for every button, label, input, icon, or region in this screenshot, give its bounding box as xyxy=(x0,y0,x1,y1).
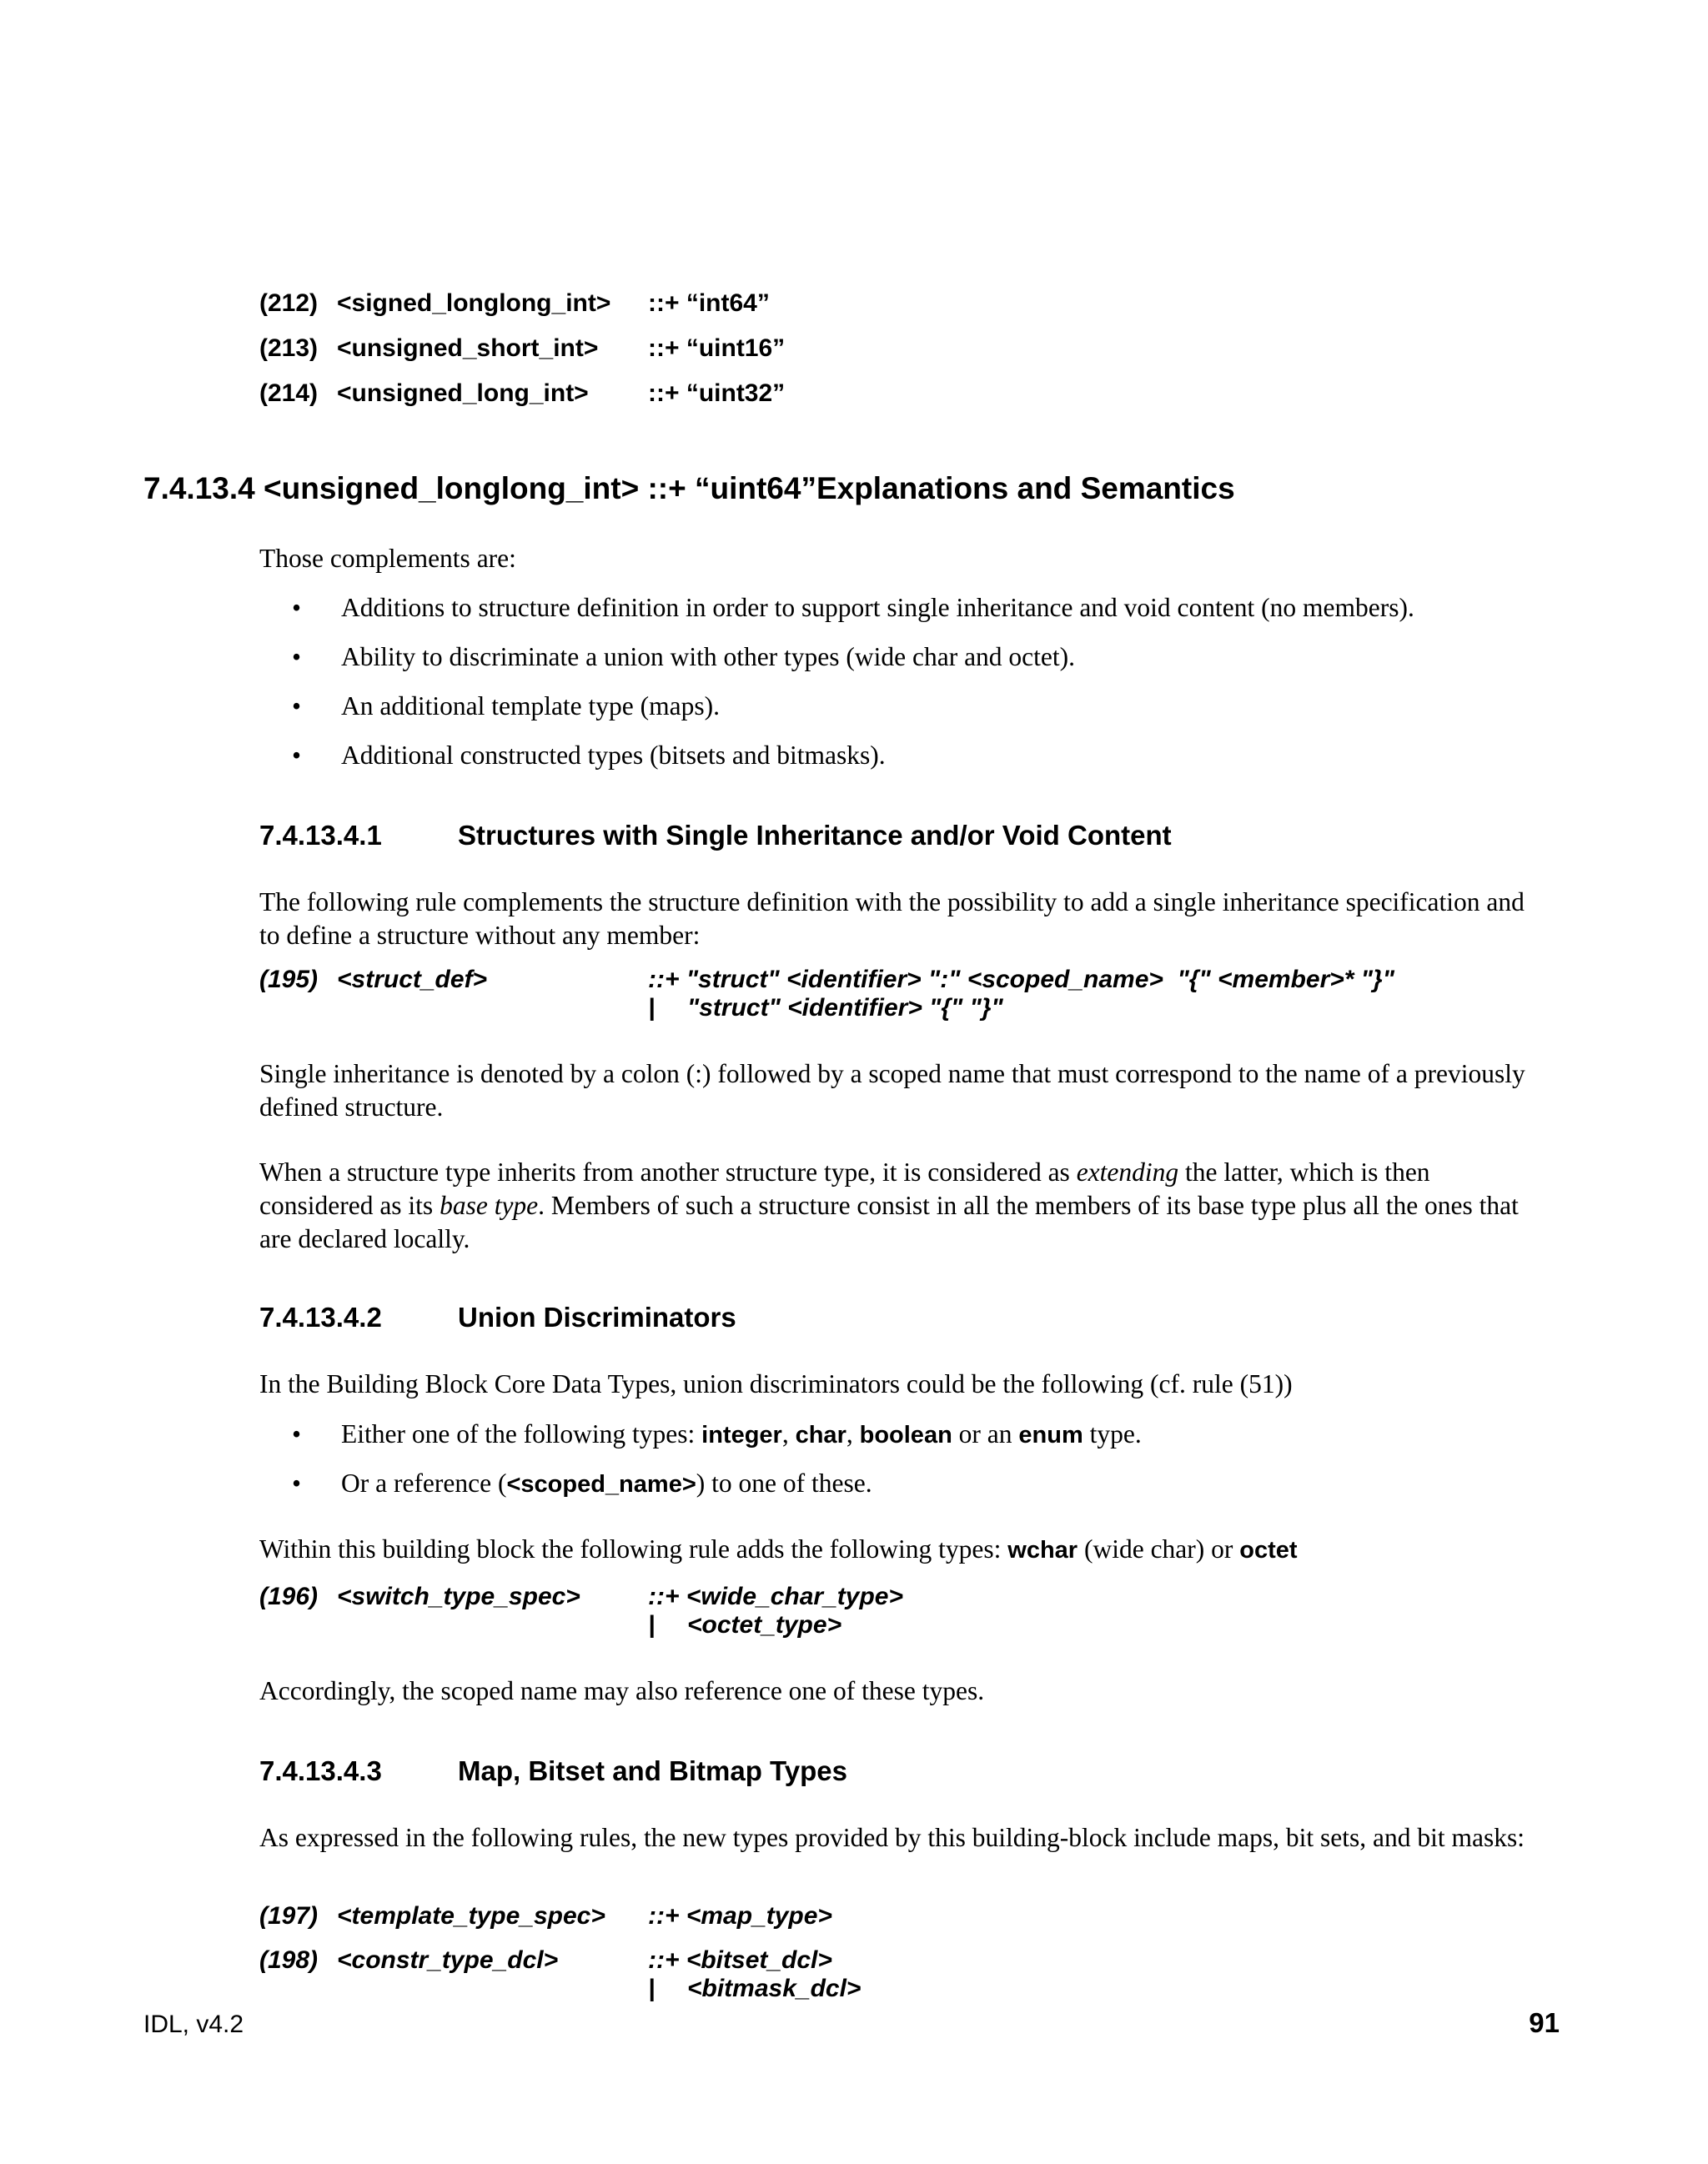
paragraph: As expressed in the following rules, the new types provided by this building-block include maps, bit sets, and bit masks: xyxy=(259,1823,1525,1852)
bullet-glyph: • xyxy=(292,1419,302,1449)
rule-name: <signed_longlong_int> xyxy=(337,289,611,317)
list-item: Or a reference (<scoped_name>) to one of these. xyxy=(341,1469,872,1498)
intro-text: Those complements are: xyxy=(259,544,516,573)
rule-definition: ::+ <bitset_dcl> xyxy=(648,1946,832,1974)
rule-name: <template_type_spec> xyxy=(337,1902,605,1930)
rule-definition: ::+ “int64” xyxy=(648,289,770,317)
rule-number: (214) xyxy=(259,379,319,407)
rule-alternative-bar: | xyxy=(648,1975,656,2002)
footer-document-version: IDL, v4.2 xyxy=(143,2011,244,2038)
subsection-number: 7.4.13.4.2 xyxy=(259,1302,382,1333)
paragraph: The following rule complements the structure definition with the possibility to add a single inheritance specification and to define a structure without any member: xyxy=(259,887,1525,950)
paragraph: In the Building Block Core Data Types, union discriminators could be the following (cf. rule (51)) xyxy=(259,1369,1293,1398)
list-item: Additions to structure definition in order to support single inheritance and void content (no members). xyxy=(341,593,1414,622)
list-item: Additional constructed types (bitsets and bitmasks). xyxy=(341,741,886,770)
list-item: Ability to discriminate a union with other types (wide char and octet). xyxy=(341,642,1076,671)
rule-number: (198) xyxy=(259,1946,319,1974)
rule-alternative: "struct" <identifier> "{" "}" xyxy=(687,994,1003,1022)
rule-alternative: <octet_type> xyxy=(687,1611,842,1639)
paragraph: Within this building block the following rule adds the following types: wchar (wide char) or octet xyxy=(259,1534,1298,1564)
rule-number: (195) xyxy=(259,966,319,993)
subsection-title: Union Discriminators xyxy=(458,1302,736,1333)
subsection-number: 7.4.13.4.3 xyxy=(259,1755,382,1786)
rule-name: <switch_type_spec> xyxy=(337,1583,580,1610)
paragraph: Accordingly, the scoped name may also reference one of these types. xyxy=(259,1676,985,1705)
subsection-title: Structures with Single Inheritance and/or Void Content xyxy=(458,820,1172,851)
rule-alternative-bar: | xyxy=(648,1611,656,1639)
bullet-glyph: • xyxy=(292,691,302,720)
list-item: Either one of the following types: integer, char, boolean or an enum type. xyxy=(341,1419,1142,1449)
bullet-glyph: • xyxy=(292,741,302,770)
rule-number: (212) xyxy=(259,289,319,317)
rule-alternative: <bitmask_dcl> xyxy=(687,1975,862,2002)
section-heading: 7.4.13.4 <unsigned_longlong_int> ::+ “uint64”Explanations and Semantics xyxy=(143,471,1235,505)
list-item: An additional template type (maps). xyxy=(341,691,720,720)
rule-definition: ::+ <map_type> xyxy=(648,1902,832,1930)
bullet-glyph: • xyxy=(292,593,302,622)
rule-number: (197) xyxy=(259,1902,319,1930)
paragraph: Single inheritance is denoted by a colon (:) followed by a scoped name that must correspond to the name of a previously defined structure. xyxy=(259,1059,1525,1122)
rule-name: <unsigned_short_int> xyxy=(337,334,599,362)
subsection-title: Map, Bitset and Bitmap Types xyxy=(458,1755,847,1786)
paragraph: When a structure type inherits from another structure type, it is considered as extending the latter, which is then considered as its base type. Members of such a structure consist in all the members of its base type plus all the ones that are declared locally. xyxy=(259,1157,1519,1253)
rule-number: (196) xyxy=(259,1583,319,1610)
bullet-glyph: • xyxy=(292,1469,302,1498)
rule-definition: ::+ “uint16” xyxy=(648,334,786,362)
rule-name: <struct_def> xyxy=(337,966,488,993)
rule-name: <unsigned_long_int> xyxy=(337,379,589,407)
rule-definition: ::+ "struct" <identifier> ":" <scoped_name> "{" <member>* "}" xyxy=(648,966,1394,993)
rule-definition: ::+ <wide_char_type> xyxy=(648,1583,903,1610)
rule-number: (213) xyxy=(259,334,319,362)
rule-definition: ::+ “uint32” xyxy=(648,379,786,407)
rule-name: <constr_type_dcl> xyxy=(337,1946,559,1974)
subsection-number: 7.4.13.4.1 xyxy=(259,820,382,851)
footer-page-number: 91 xyxy=(1529,2007,1560,2038)
bullet-glyph: • xyxy=(292,642,302,671)
rule-alternative-bar: | xyxy=(648,994,656,1022)
